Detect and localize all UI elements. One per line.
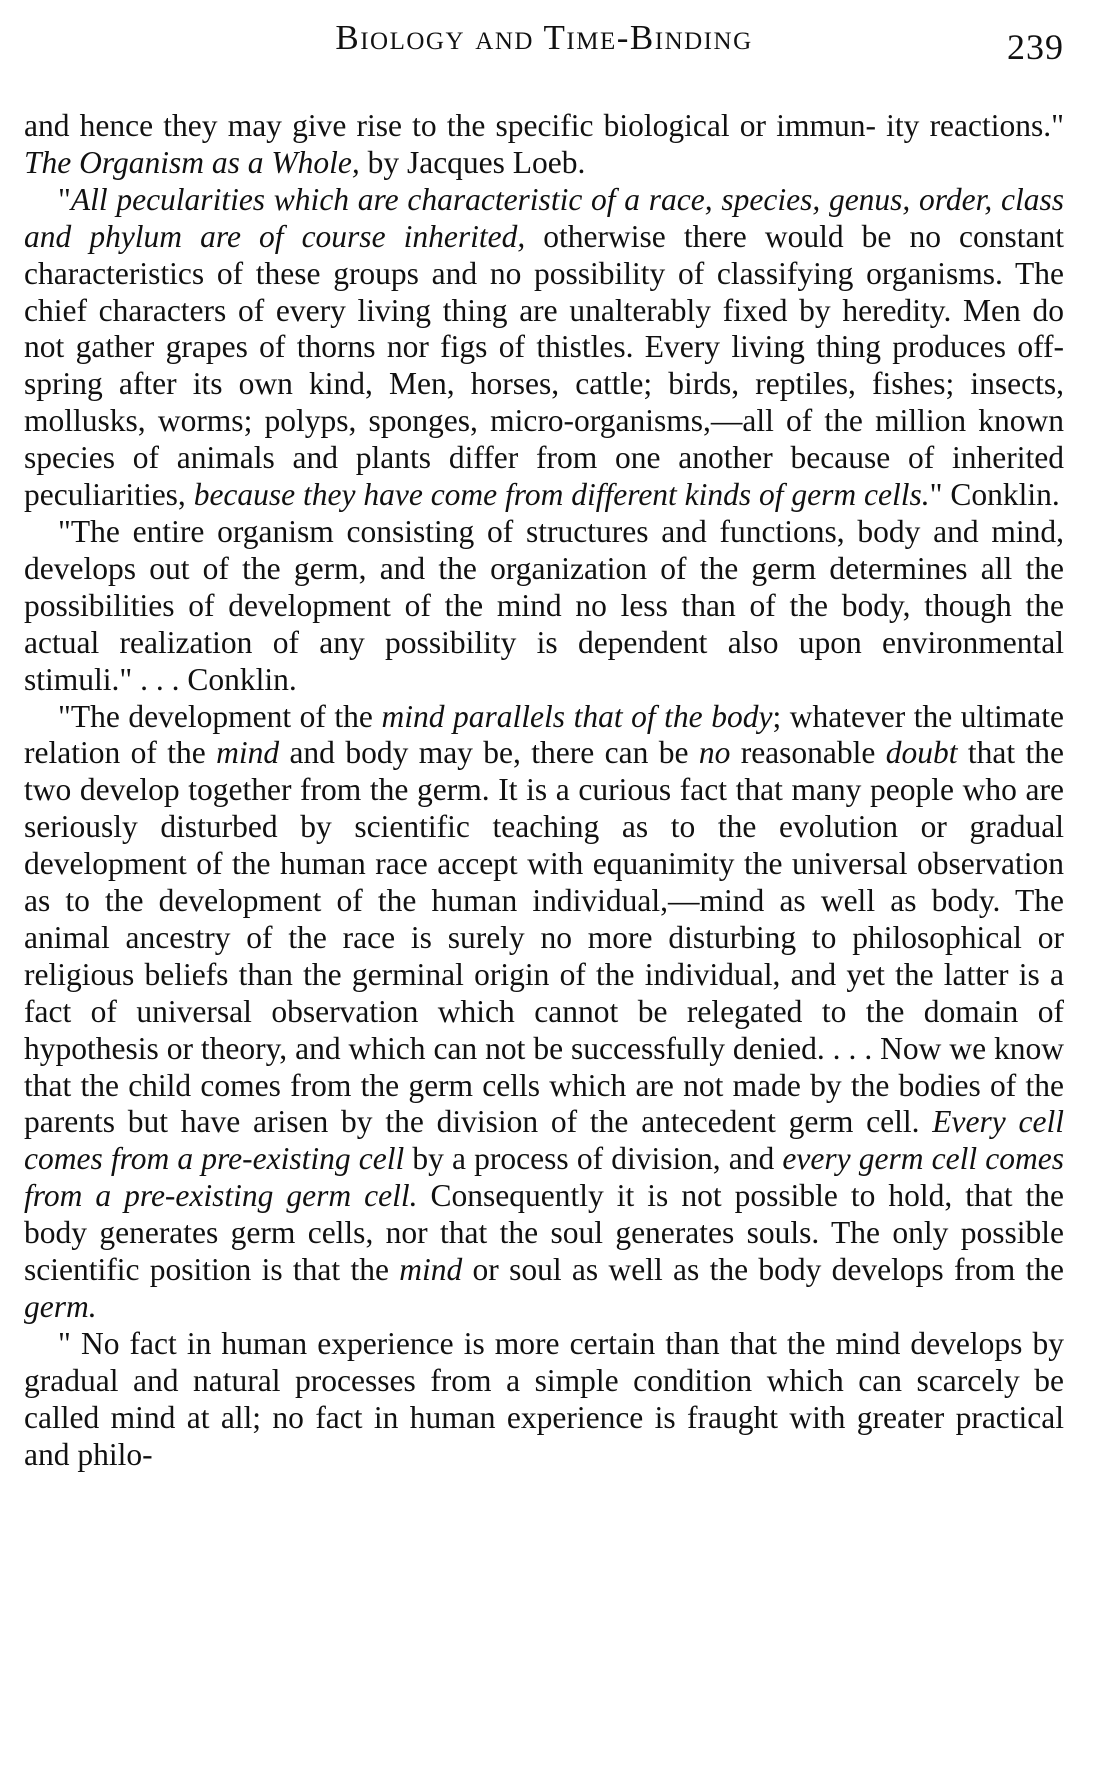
running-title: Biology and Time-Binding bbox=[335, 18, 753, 57]
text-run: by Jacques Loeb. bbox=[359, 144, 586, 180]
paragraph-p4 bbox=[24, 699, 1064, 1326]
text-run: "The entire organism consisting of structures and functions, body and mind, develops out of the germ, and the organization of the germ determines all the possibilities of development of the mind no less than of the body, though the actual realization of any possibility is dependent also upon environmental stimuli." . . . Conklin. bbox=[24, 513, 1064, 697]
text-run: "The development of the bbox=[58, 698, 382, 734]
italic-text: because they have come from different kinds of germ cells. bbox=[193, 477, 930, 513]
text-run: " No fact in human experience is more certain than that the mind develops by gradual and natural processes from a simple condition which can scarcely be called mind at all; no fact in human experience is fraught with greater practical and philo- bbox=[24, 1325, 1064, 1472]
italic-text: doubt bbox=[885, 735, 958, 771]
italic-text: germ. bbox=[24, 1289, 97, 1324]
paragraph-p5 bbox=[24, 1326, 1064, 1474]
paragraph-p1 bbox=[24, 108, 1064, 182]
italic-text: mind bbox=[216, 735, 280, 771]
italic-text: every germ cell comes from a pre-existing germ cell. bbox=[24, 1141, 1065, 1214]
text-run: ; whatever the ultimate relation of the bbox=[24, 698, 1064, 771]
text-run: and hence they may give rise to the specific biological or immun- ity reactions." bbox=[24, 108, 1064, 143]
paragraph-p2 bbox=[24, 182, 1064, 514]
text-run: reasonable bbox=[730, 735, 886, 771]
italic-text: The Organism as a Whole, bbox=[24, 144, 360, 180]
text-run: Consequently it is not possible to hold, that the body generates germ cells, nor that the soul generates souls. The only possible scientific position is that the bbox=[24, 1178, 1064, 1288]
page-header bbox=[24, 18, 1064, 67]
paragraph-p3 bbox=[24, 514, 1064, 699]
page-number: 239 bbox=[1007, 27, 1064, 67]
text-run: that the two develop together from the germ. It is a curious fact that many people who are seriously disturbed by scientific teaching as to the evolution or gradual development of the human race accept with equanimity the universal observation as to the development of the human individual,—mind as well as body. The animal ancestry of the race is surely no more disturbing to philosophical or religious beliefs than the germinal origin of the individual, and yet the latter is a fact of universal observation which cannot be relegated to the domain of hypothesis or theory, and which can not be successfully denied. . . . Now we know that the child comes from the germ cells which are not made by the bodies of the parents but have arisen by the division of the antecedent germ cell. bbox=[24, 735, 1065, 1140]
text-run: otherwise there would be no constant characteristics of these groups and no possibility of classifying organisms. The chief characters of every living thing are unalterably fixed by heredity. Men do not gather grapes of thorns nor figs of thistles. Every living thing produces off-spring after its own kind, Men, horses, cattle; birds, reptiles, fishes; insects, mollusks, worms; polyps, sponges, micro-organisms,—all of the million known species of animals and plants differ from one another because of inherited peculiarities, bbox=[24, 218, 1064, 513]
italic-text: mind bbox=[399, 1252, 463, 1288]
italic-text: Every cell comes from a pre-existing cell bbox=[24, 1104, 1064, 1177]
text-run: " bbox=[58, 181, 71, 217]
text-run: by a process of division, and bbox=[404, 1141, 783, 1177]
text-run: and body may be, there can be bbox=[279, 735, 699, 771]
italic-text: All pecularities which are characteristic of a race, species, genus, order, class and phylum are of course inherited, bbox=[24, 181, 1064, 254]
page-body bbox=[24, 108, 1064, 1474]
italic-text: mind parallels that of the body bbox=[381, 698, 773, 734]
italic-text: no bbox=[698, 735, 731, 771]
text-run: or soul as well as the body develops from the bbox=[462, 1252, 1064, 1288]
text-run: " Conklin. bbox=[929, 477, 1060, 513]
